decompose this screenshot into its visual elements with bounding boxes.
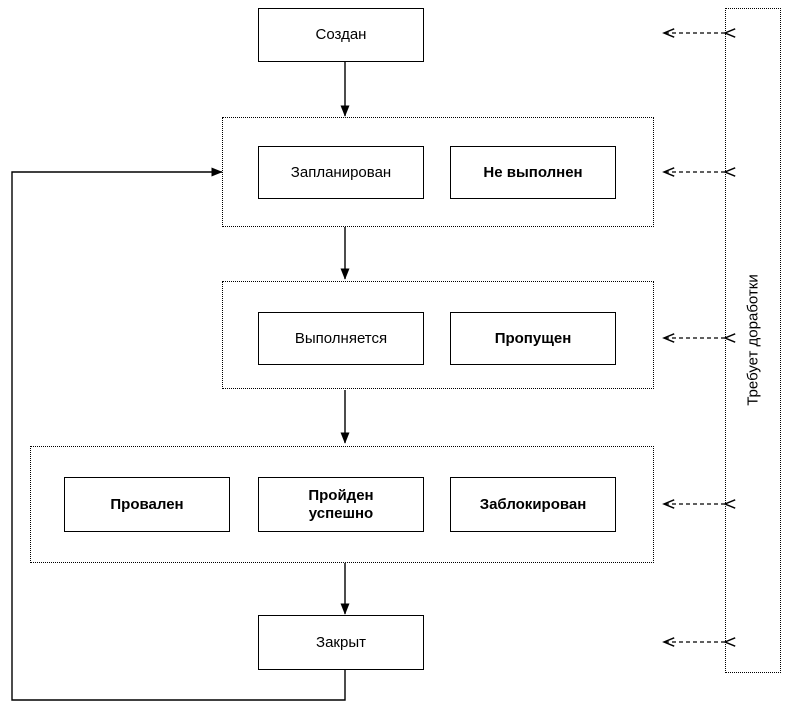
node-not-executed[interactable]: Не выполнен bbox=[450, 146, 616, 199]
node-in-progress[interactable]: Выполняется bbox=[258, 312, 424, 365]
node-passed-line1: Пройден bbox=[308, 487, 374, 505]
node-failed[interactable]: Провален bbox=[64, 477, 230, 532]
node-blocked[interactable]: Заблокирован bbox=[450, 477, 616, 532]
node-skipped[interactable]: Пропущен bbox=[450, 312, 616, 365]
node-passed[interactable] bbox=[258, 477, 424, 532]
node-passed-line2: успешно bbox=[308, 504, 374, 522]
node-planned[interactable]: Запланирован bbox=[258, 146, 424, 199]
node-created[interactable]: Создан bbox=[258, 8, 424, 62]
node-closed[interactable]: Закрыт bbox=[258, 615, 424, 670]
rework-label: Требует доработки bbox=[744, 274, 762, 406]
